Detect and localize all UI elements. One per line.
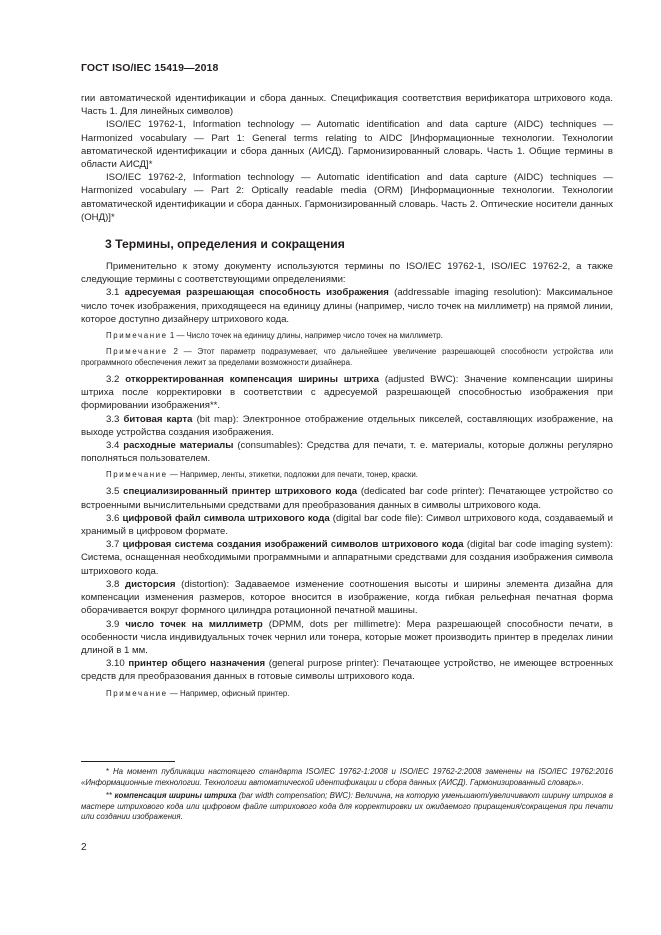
note-2	[81, 346, 613, 368]
term-name: цифровая система создания изображений символов штрихового кода	[122, 539, 464, 551]
term-number: 3.3	[106, 413, 120, 425]
footnote-1	[81, 767, 613, 788]
footnote-2	[81, 791, 613, 823]
footnotes	[81, 767, 613, 826]
term-number: 3.6	[106, 512, 120, 524]
term-number: 3.5	[106, 486, 120, 498]
term-definition: (dedicated bar code printer): Печатающее устройство со встроенными вычислительными средствами для преобразования данных в символы штрихового кода.	[81, 486, 613, 511]
section-title: 3 Термины, определения и сокращения	[105, 237, 345, 252]
term-number: 3.9	[106, 618, 120, 630]
term-definition: (consumables): Средства для печати, т. е. материалы, которые должны регулярно пополняться пользователем.	[81, 440, 613, 465]
term-definition: (general purpose printer): Печатающее устройство, не имеющее встроенных средств для преобразования данных в готовые символы штрихового кода.	[81, 658, 614, 683]
footnote-separator	[81, 761, 175, 762]
note-text: — Например, ленты, этикетки, подложки для печати, тонер, краски.	[167, 470, 418, 480]
document-header: ГОСТ ISO/IEC 15419—2018	[81, 62, 219, 74]
term-definition: (distortion): Задаваемое изменение соотношения высоты и ширины элемента дизайна для компенсации изменения размеров, которое вносится в изображение, когда гибкая рельефная печатная форма оборачивается вокруг формного цилиндра ротационной печатной машины.	[81, 578, 613, 617]
note-text: — Например, офисный принтер.	[167, 688, 290, 698]
ref-iso-19762-2: ISO/IEC 19762-2, Information technology — Automatic identification and data capture (AIDC) techniques — Harmonized vocabulary — Part 2: Optically readable media (ORM) [Информационные технологии. Технологии автоматической идентификации и сбора данных. Гармонизированный словарь. Часть 2. Оптические носители данных (ОНД)]*	[81, 172, 613, 223]
term-3-3	[81, 413, 613, 439]
term-name: принтер общего назначения	[128, 658, 266, 670]
main-content	[81, 92, 613, 704]
term-3-1	[81, 286, 613, 326]
term-3-5	[81, 485, 613, 511]
term-name: откорректированная компенсация ширины штриха	[125, 374, 379, 386]
note-1	[81, 330, 613, 341]
term-definition: (digital bar code file): Символ штрихового кода, создаваемый и хранимый в цифровом формате.	[81, 512, 613, 538]
section-intro: Применительно к этому документу используются термины по ISO/IEC 19762-1, ISO/IEC 19762-2, а также следующие термины с соответствующими определениями:	[81, 261, 613, 286]
note-3	[81, 469, 613, 480]
note-label: Примечание	[106, 331, 168, 341]
term-3-8	[81, 578, 613, 618]
page-number: 2	[81, 842, 87, 853]
footnote-text: (bar width compensation; BWC): Величина, на которую уменьшают/увеличивают ширину штрихов в мастере штрихового кода или цифровом файле штрихового кода для корректировки их ожидаемого приращения/сокращения при печати или создании изображения.	[81, 791, 614, 822]
term-name: расходные материалы	[123, 440, 234, 452]
term-definition: (digital bar code imaging system): Система, оснащенная необходимыми программными и аппаратными средствами для создания изображения символа штрихового кода.	[81, 539, 613, 577]
note-text: 1 — Число точек на единицу длины, например число точек на миллиметр.	[167, 331, 443, 341]
note-label: Примечание	[106, 688, 168, 698]
term-3-10	[81, 657, 613, 683]
term-number: 3.10	[106, 658, 125, 670]
term-3-2	[81, 373, 613, 413]
footnote-mark: **	[106, 791, 113, 801]
note-label: Примечание	[106, 347, 168, 357]
term-3-6	[81, 512, 613, 538]
term-name: число точек на миллиметр	[125, 618, 263, 630]
term-3-4	[81, 439, 613, 465]
footnote-term: компенсация ширины штриха	[114, 791, 237, 801]
term-definition: (addressable imaging resolution): Максимальное число точек изображения, приходящееся на единицу длины (например, число точек на миллиметр) на прямой линии, которое доступно дизайнеру штрихового кода.	[81, 287, 613, 325]
term-name: дисторсия	[125, 578, 176, 590]
term-name: специализированный принтер штрихового кода	[123, 486, 358, 498]
term-number: 3.4	[106, 440, 120, 452]
term-definition: (DPMM, dots per millimetre): Мера разрешающей способности печати, в особенности числа индивидуальных точек чернил или тонера, которые может производить принтер в пределах линии длиной в 1 мм.	[81, 618, 614, 656]
term-number: 3.2	[106, 374, 120, 386]
ref-continuation: гии автоматической идентификации и сбора данных. Спецификация соответствия верификатора штрихового кода. Часть 1. Для линейных символов)	[81, 93, 613, 118]
term-name: цифровой файл символа штрихового кода	[122, 512, 330, 524]
note-label: Примечание	[106, 470, 168, 480]
footnote-mark: *	[106, 767, 110, 776]
note-4	[81, 688, 613, 699]
note-text: 2 — Этот параметр подразумевает, что дальнейшее увеличение разрешающей способности устройства или программного обеспечения лежит за пределами возможности дизайнера.	[81, 347, 613, 368]
term-number: 3.7	[106, 539, 120, 551]
term-3-7	[81, 538, 613, 578]
term-number: 3.1	[106, 287, 120, 299]
term-definition: (bit map): Электронное отображение отдельных пикселей, составляющих изображение, на выходе устройства создания изображения.	[81, 413, 614, 438]
term-3-9	[81, 618, 613, 658]
term-name: битовая карта	[123, 413, 193, 425]
term-definition: (adjusted BWC): Значение компенсации ширины штриха после корректировки в соответствии с адресуемой разрешающей способностью изображения при формировании изображения**.	[81, 374, 613, 412]
term-number: 3.8	[106, 578, 120, 590]
ref-iso-19762-1: ISO/IEC 19762-1, Information technology — Automatic identification and data capture (AIDC) techniques — Harmonized vocabulary — Part 1: General terms relating to AIDC [Информационные технологии. Технологии автоматической идентификации и сбора данных (АИСД). Гармонизированный словарь. Часть 1. Общие термины в области АИСД]*	[81, 119, 613, 171]
footnote-text: На момент публикации настоящего стандарта ISO/IEC 19762-1:2008 и ISO/IEC 19762-2:2008 заменены на ISO/IEC 19762:2016 «Информационные технологии. Технологии автоматической идентификации и сбора данных (АИСД). Гармонизированный словарь».	[81, 767, 613, 787]
term-name: адресуемая разрешающая способность изображения	[124, 287, 389, 299]
